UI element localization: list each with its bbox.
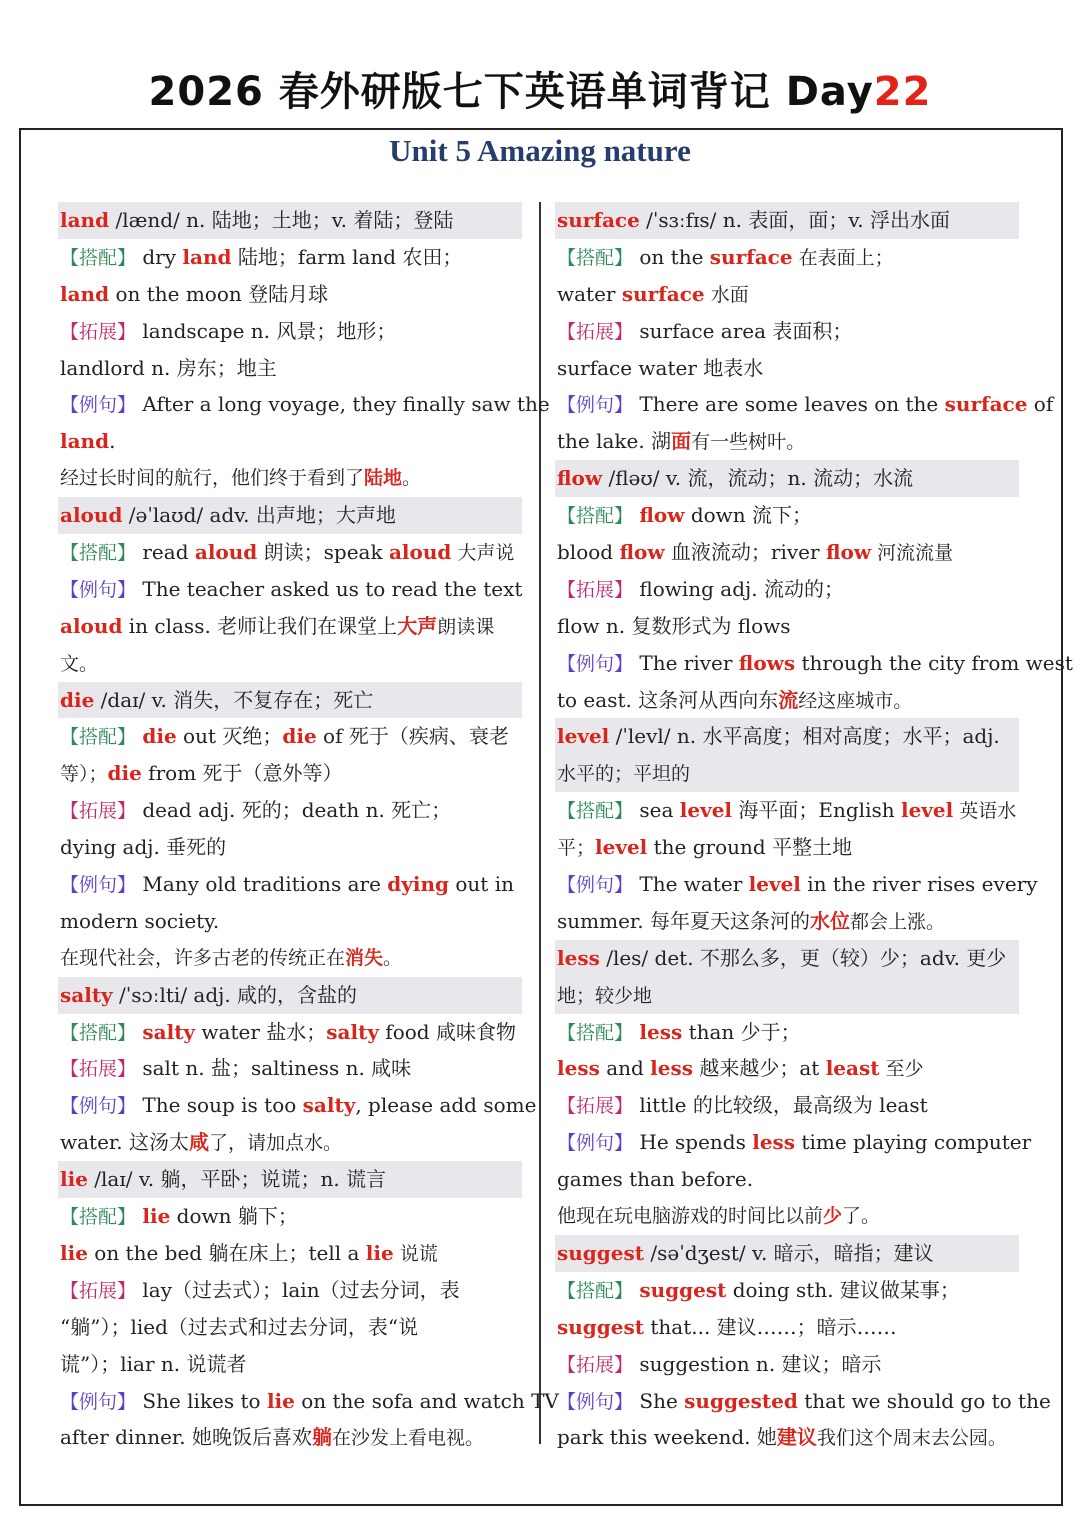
- highlight-word: less: [639, 1019, 683, 1044]
- extension-label: 【拓展】: [60, 1279, 137, 1302]
- text-segment: from 死于（意外等）: [141, 761, 343, 786]
- example-label: 【例句】: [60, 394, 137, 417]
- highlight-word: least: [825, 1056, 880, 1081]
- entry-line: [557, 1124, 1032, 1161]
- text-segment: /ˈlevl/ n. 水平高度；相对高度；水平；adj.: [609, 724, 1000, 749]
- text-segment: 说谎: [393, 1242, 438, 1265]
- entry-line: [60, 1124, 522, 1161]
- text-segment: water: [557, 281, 622, 306]
- text-segment: on the: [633, 244, 710, 269]
- entry-line: [557, 1383, 1051, 1420]
- highlight-word: dying: [387, 872, 450, 897]
- highlight-word: flows: [738, 650, 796, 675]
- highlight-word: salty: [326, 1019, 379, 1044]
- collocation-label: 【搭配】: [60, 1206, 137, 1229]
- entry-line: [60, 1383, 559, 1420]
- entry-line: [557, 1419, 1019, 1456]
- text-segment: park this weekend. 她: [557, 1425, 777, 1450]
- highlight-word: lie: [266, 1388, 295, 1413]
- text-segment: flow n. 复数形式为 flows: [557, 613, 791, 638]
- entry-line: [60, 608, 522, 645]
- highlight-word: lie: [142, 1204, 171, 1229]
- text-segment: 血液流动；river: [664, 540, 826, 565]
- text-segment: in the river rises every: [800, 872, 1038, 897]
- text-segment: /laɪ/ v. 躺，平卧；说谎；n. 谎言: [87, 1167, 387, 1192]
- collocation-label: 【搭配】: [60, 1021, 137, 1044]
- extension-label: 【拓展】: [557, 1095, 634, 1118]
- text-segment: landscape n. 风景；地形；: [136, 318, 397, 343]
- extension-label: 【拓展】: [60, 800, 137, 823]
- entry-line: [60, 903, 522, 940]
- entry-headword-line: [58, 977, 522, 1014]
- text-segment: 海平面；English: [732, 798, 901, 823]
- text-segment: read: [136, 540, 195, 565]
- entry-line: [60, 1050, 522, 1087]
- text-segment: 在表面上；: [792, 246, 894, 269]
- column-divider: [539, 202, 541, 1444]
- highlight-word: salty: [60, 982, 113, 1007]
- example-label: 【例句】: [557, 1132, 634, 1155]
- highlight-word: land: [60, 281, 110, 306]
- entry-line: [60, 276, 522, 313]
- text-segment: /lænd/ n. 陆地；土地；v. 着陆；登陆: [109, 208, 454, 232]
- entry-line: [60, 1014, 522, 1051]
- text-segment: 平；: [557, 837, 596, 860]
- entry-line: [60, 1235, 522, 1272]
- highlight-word: die: [107, 761, 142, 786]
- text-segment: The water: [633, 872, 749, 897]
- highlight-word: lie: [365, 1240, 394, 1265]
- highlight-word: 咸: [189, 1130, 209, 1155]
- entry-line: [557, 350, 1019, 387]
- collocation-label: 【搭配】: [60, 246, 137, 269]
- text-segment: sea: [633, 798, 680, 823]
- entry-line: [557, 829, 1019, 866]
- text-segment: The teacher asked us to read the text: [136, 576, 523, 601]
- text-segment: 了。: [842, 1205, 881, 1228]
- text-segment: She likes to: [136, 1388, 267, 1413]
- text-segment: 陆地；farm land 农田；: [231, 244, 463, 269]
- text-segment: food 咸味食物: [378, 1019, 516, 1044]
- text-segment: dying adj. 垂死的: [60, 835, 227, 860]
- text-segment: The soup is too: [136, 1093, 303, 1118]
- highlight-word: 面: [671, 429, 692, 454]
- entry-line: [557, 497, 1019, 534]
- highlight-word: flow: [619, 540, 665, 565]
- entry-line: [60, 755, 522, 792]
- highlight-word: salty: [302, 1093, 356, 1118]
- text-segment: on the sofa and watch TV: [294, 1388, 559, 1413]
- entry-line: [60, 1346, 522, 1383]
- entry-line: [60, 239, 522, 276]
- text-segment: lay（过去式）；lain（过去分词，表: [136, 1277, 460, 1302]
- highlight-word: aloud: [60, 613, 123, 638]
- text-segment: of 死于（疾病、衰老: [316, 724, 509, 749]
- highlight-word: 大声: [397, 613, 438, 638]
- text-segment: modern society.: [60, 908, 220, 933]
- highlight-word: 陆地: [364, 467, 403, 490]
- text-segment: out 灭绝；: [176, 724, 283, 749]
- highlight-word: 少: [823, 1205, 843, 1228]
- text-segment: 大声说: [451, 542, 515, 565]
- entry-line: [60, 940, 522, 977]
- text-segment: 文。: [60, 652, 99, 675]
- text-segment: /ˈsɜːfɪs/ n. 表面，面；v. 浮出水面: [639, 208, 950, 232]
- text-segment: 经过长时间的航行，他们终于看到了: [60, 467, 365, 490]
- highlight-word: lie: [60, 1167, 88, 1192]
- collocation-label: 【搭配】: [60, 726, 137, 749]
- text-segment: /ˈsɔːlti/ adj. 咸的，含盐的: [112, 982, 358, 1007]
- left-column: [60, 202, 559, 1456]
- highlight-word: aloud: [388, 540, 452, 565]
- text-segment: 地；较少地: [557, 984, 653, 1007]
- highlight-word: die: [282, 724, 317, 749]
- text-segment: 河流流量: [871, 542, 954, 565]
- text-segment: 。: [402, 467, 422, 490]
- text-segment: and: [599, 1056, 651, 1081]
- text-segment: blood: [557, 540, 620, 565]
- highlight-word: die: [60, 687, 95, 712]
- unit-title: Unit 5 Amazing nature: [389, 133, 691, 168]
- entry-headword-line: [555, 1235, 1019, 1272]
- text-segment: doing sth. 建议做某事；: [726, 1277, 960, 1302]
- extension-label: 【拓展】: [557, 1353, 634, 1376]
- entry-line: [557, 1198, 1019, 1235]
- extension-label: 【拓展】: [557, 578, 634, 601]
- example-label: 【例句】: [60, 578, 137, 601]
- entry-line: [60, 386, 550, 423]
- text-segment: 他现在玩电脑游戏的时间比以前: [557, 1205, 824, 1228]
- collocation-label: 【搭配】: [557, 1279, 634, 1302]
- highlight-word: surface: [944, 392, 1028, 417]
- text-segment: 等）；: [60, 763, 108, 786]
- page-title-day: 22: [873, 69, 932, 115]
- highlight-word: surface: [557, 208, 640, 232]
- highlight-word: level: [900, 798, 954, 823]
- collocation-label: 【搭配】: [557, 246, 634, 269]
- entry-line: [60, 645, 522, 682]
- text-segment: 越来越少；at: [693, 1056, 826, 1081]
- highlight-word: 水位: [810, 908, 850, 933]
- entry-line: [557, 1272, 1019, 1309]
- example-label: 【例句】: [60, 1390, 137, 1413]
- text-segment: through the city from west: [795, 650, 1073, 675]
- text-segment: 了，请加点水。: [209, 1132, 343, 1155]
- highlight-word: level: [679, 798, 733, 823]
- entry-headword-line: [58, 202, 522, 239]
- extension-label: 【拓展】: [557, 320, 634, 343]
- entry-headword-line: [58, 1161, 522, 1198]
- text-segment: after dinner. 她晚饭后喜欢: [60, 1425, 312, 1450]
- text-segment: After a long voyage, they finally saw the: [136, 392, 550, 417]
- text-segment: /les/ det. 不那么多，更（较）少；adv. 更少: [599, 945, 1007, 970]
- text-segment: on the moon 登陆月球: [109, 281, 329, 306]
- highlight-word: less: [557, 945, 600, 970]
- entry-line: [557, 276, 1019, 313]
- entry-headword-line: [555, 940, 1019, 977]
- entry-line: [60, 423, 522, 460]
- text-segment: /fləʊ/ v. 流，流动；n. 流动；水流: [602, 466, 914, 491]
- entry-headword-line: [555, 755, 1019, 792]
- example-label: 【例句】: [557, 1390, 634, 1413]
- text-segment: flowing adj. 流动的；: [633, 576, 844, 601]
- entry-line: [60, 313, 522, 350]
- entry-line: [557, 571, 1019, 608]
- entry-line: [60, 866, 522, 903]
- text-segment: 有一些树叶。: [691, 431, 806, 454]
- entry-line: [557, 1014, 1019, 1051]
- text-segment: water. 这汤太: [60, 1130, 189, 1155]
- text-segment: 水平的；平坦的: [557, 763, 691, 786]
- text-segment: the ground 平整土地: [647, 835, 853, 860]
- highlight-word: flow: [639, 503, 685, 528]
- entry-headword-line: [555, 718, 1019, 755]
- highlight-word: less: [557, 1056, 600, 1081]
- text-segment: 我们这个周末去公园。: [816, 1427, 1007, 1450]
- entry-line: [60, 1272, 522, 1309]
- highlight-word: level: [557, 724, 610, 749]
- entry-headword-line: [555, 202, 1019, 239]
- entry-headword-line: [555, 977, 1019, 1014]
- example-label: 【例句】: [60, 1095, 137, 1118]
- entry-line: [557, 866, 1038, 903]
- highlight-word: die: [142, 724, 177, 749]
- highlight-word: surface: [621, 281, 705, 306]
- collocation-label: 【搭配】: [557, 505, 634, 528]
- highlight-word: suggested: [684, 1388, 798, 1413]
- text-segment: salt n. 盐；saltiness n. 咸味: [136, 1056, 412, 1081]
- text-segment: 朗读课: [437, 615, 495, 638]
- text-segment: Many old traditions are: [136, 872, 388, 897]
- entry-line: [557, 423, 1019, 460]
- highlight-word: flow: [557, 466, 603, 491]
- entry-line: [557, 645, 1073, 682]
- entry-line: [60, 829, 522, 866]
- text-segment: down 躺下；: [170, 1204, 298, 1229]
- text-segment: /səˈdʒest/ v. 暗示，暗指；建议: [644, 1240, 934, 1265]
- text-segment: He spends: [633, 1130, 753, 1155]
- highlight-word: salty: [142, 1019, 196, 1044]
- entry-line: [60, 718, 522, 755]
- text-segment: to east. 这条河从西向东: [557, 687, 779, 712]
- text-segment: down 流下；: [684, 503, 813, 528]
- text-segment: water 盐水；: [195, 1019, 327, 1044]
- entry-line: [60, 1419, 522, 1456]
- example-label: 【例句】: [60, 874, 137, 897]
- entry-line: [557, 386, 1054, 423]
- text-segment: , please add some: [355, 1093, 537, 1118]
- entry-headword-line: [555, 460, 1019, 497]
- text-segment: time playing computer: [795, 1130, 1032, 1155]
- entry-line: [557, 903, 1019, 940]
- page-title-main: 2026 春外研版七下英语单词背记 Day: [148, 69, 874, 115]
- example-label: 【例句】: [557, 394, 634, 417]
- highlight-word: 建议: [776, 1425, 817, 1450]
- entry-line: [557, 1050, 1019, 1087]
- entry-line: [60, 1087, 537, 1124]
- text-segment: 都会上涨。: [850, 910, 946, 933]
- text-segment: little 的比较级，最高级为 least: [633, 1093, 928, 1118]
- collocation-label: 【搭配】: [60, 542, 137, 565]
- extension-label: 【拓展】: [60, 1058, 137, 1081]
- text-segment: 经这座城市。: [798, 689, 913, 712]
- text-segment: dead adj. 死的；death n. 死亡；: [136, 798, 452, 823]
- text-segment: /daɪ/ v. 消失，不复存在；死亡: [94, 687, 374, 712]
- highlight-word: land: [60, 208, 110, 232]
- text-segment: There are some leaves on the: [633, 392, 945, 417]
- text-segment: /əˈlaʊd/ adv. 出声地；大声地: [122, 503, 396, 528]
- text-segment: on the bed 躺在床上；tell a: [87, 1240, 366, 1265]
- right-column: [557, 202, 1073, 1456]
- text-segment: games than before.: [557, 1167, 754, 1192]
- text-segment: of: [1027, 392, 1054, 417]
- entry-line: [557, 534, 1019, 571]
- text-segment: surface area 表面积；: [633, 318, 853, 343]
- text-segment: “躺”）；lied（过去式和过去分词，表“说: [60, 1314, 419, 1339]
- example-label: 【例句】: [557, 652, 634, 675]
- entry-line: [557, 1346, 1019, 1383]
- text-segment: suggestion n. 建议；暗示: [633, 1351, 882, 1376]
- page-title: [0, 62, 1080, 122]
- text-segment: in class. 老师让我们在课堂上: [122, 613, 398, 638]
- text-segment: dry: [136, 244, 183, 269]
- entry-line: [557, 239, 1019, 276]
- text-segment: .: [109, 429, 116, 454]
- entry-line: [60, 534, 522, 571]
- highlight-word: 消失: [345, 946, 384, 969]
- entry-line: [557, 1309, 1019, 1346]
- text-segment: that... 建议……；暗示……: [644, 1314, 897, 1339]
- text-segment: than 少于；: [682, 1019, 801, 1044]
- highlight-word: level: [595, 835, 648, 860]
- text-segment: 英语水: [953, 800, 1017, 823]
- entry-line: [60, 571, 522, 608]
- entry-line: [557, 1161, 1019, 1198]
- text-segment: 在现代社会，许多古老的传统正在: [60, 946, 346, 969]
- text-segment: landlord n. 房东；地主: [60, 355, 277, 380]
- highlight-word: land: [182, 244, 232, 269]
- highlight-word: 躺: [312, 1425, 332, 1450]
- collocation-label: 【搭配】: [557, 1021, 634, 1044]
- highlight-word: aloud: [60, 503, 123, 528]
- highlight-word: suggest: [557, 1240, 644, 1265]
- highlight-word: suggest: [639, 1277, 727, 1302]
- highlight-word: lie: [60, 1240, 88, 1265]
- entry-line: [60, 1198, 522, 1235]
- text-segment: 谎”）；liar n. 说谎者: [60, 1351, 247, 1376]
- text-segment: 在沙发上看电视。: [332, 1427, 485, 1450]
- text-segment: that we should go to the: [797, 1388, 1051, 1413]
- text-segment: 朗读；speak: [257, 540, 389, 565]
- text-segment: 。: [383, 946, 403, 969]
- entry-headword-line: [58, 682, 522, 719]
- text-segment: surface water 地表水: [557, 355, 764, 380]
- text-segment: 水面: [704, 283, 749, 306]
- entry-headword-line: [58, 497, 522, 534]
- highlight-word: flow: [825, 540, 872, 565]
- entry-line: [557, 1087, 1019, 1124]
- text-segment: summer. 每年夏天这条河的: [557, 908, 810, 933]
- highlight-word: level: [748, 872, 801, 897]
- collocation-label: 【搭配】: [557, 800, 634, 823]
- highlight-word: aloud: [194, 540, 258, 565]
- example-label: 【例句】: [557, 874, 634, 897]
- entry-line: [60, 792, 522, 829]
- text-segment: 至少: [879, 1058, 924, 1081]
- entry-line: [60, 460, 522, 497]
- entry-line: [557, 608, 1019, 645]
- extension-label: 【拓展】: [60, 320, 137, 343]
- text-segment: She: [633, 1388, 685, 1413]
- entry-line: [557, 792, 1019, 829]
- text-segment: The river: [633, 650, 739, 675]
- highlight-word: less: [650, 1056, 694, 1081]
- text-segment: the lake. 湖: [557, 429, 672, 454]
- entry-line: [557, 682, 1019, 719]
- entry-line: [557, 313, 1019, 350]
- highlight-word: land: [60, 429, 110, 454]
- highlight-word: surface: [709, 244, 793, 269]
- highlight-word: suggest: [557, 1314, 644, 1339]
- entry-line: [60, 1309, 522, 1346]
- text-segment: out in: [449, 872, 514, 897]
- entry-line: [60, 350, 522, 387]
- highlight-word: 流: [778, 687, 799, 712]
- highlight-word: less: [752, 1130, 796, 1155]
